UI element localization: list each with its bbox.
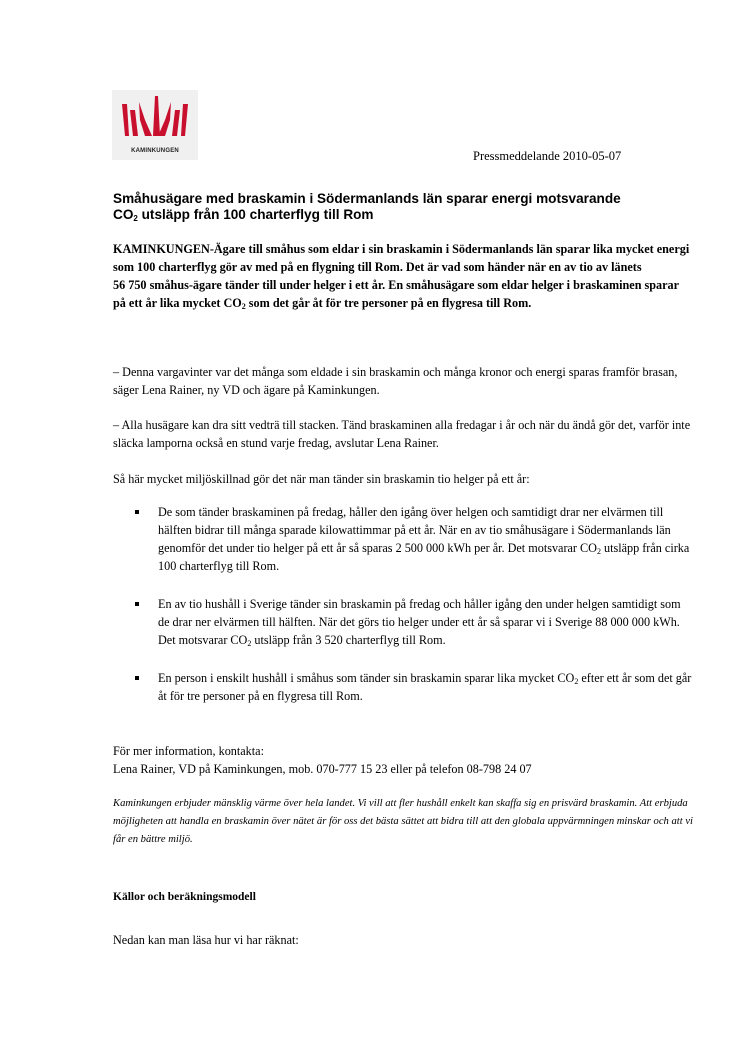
bullet-icon <box>135 602 139 606</box>
quote-paragraph-2: – Alla husägare kan dra sitt vedträ till stacken. Tänd braskaminen alla fredagar i år och när du ändå gör det, varför inte släcka lamporna också en stund varje fredag, avslutar Lena Rainer. <box>113 418 691 450</box>
quote-paragraph-1: – Denna vargavinter var det många som eldade i sin braskamin och många kronor och energi sparas framför brasan, säger Lena Rainer, ny VD och ägare på Kaminkungen. <box>113 365 678 397</box>
list-item: En person i enskilt hushåll i småhus som tänder sin braskamin sparar lika mycket $CO_2$ efter ett år som det går åt för tre personer på en flygresa till Rom. <box>113 669 693 705</box>
logo-wordmark: KAMINKUNGEN <box>131 148 179 154</box>
ingress <box>113 240 693 312</box>
bullet-icon <box>135 676 139 680</box>
contact-details: Lena Rainer, VD på Kaminkungen, mob. 070-777 15 23 eller på telefon 08-798 24 07 <box>113 762 532 776</box>
list-item: En av tio hushåll i Sverige tänder sin braskamin på fredag och håller igång den under helgen samtidigt som de drar ner elvärmen till hälften. När det görs tio helger under ett år så sparar vi i Sverige 88 000 000 kWh. Det motsvarar $CO_2$ utsläpp från 3 520 charterflyg till Rom. <box>113 595 693 649</box>
headline <box>113 191 693 223</box>
sources-heading: Källor och beräkningsmodell <box>113 891 256 903</box>
crown-icon <box>112 90 198 148</box>
ingress-paragraph-1: KAMINKUNGEN-Ägare till småhus som eldar i sin braskamin i Södermanlands län sparar lika mycket energi som 100 charterflyg gör av med på en flygning till Rom. Det är vad som händer när en av tio av länets <box>113 242 690 274</box>
intro-paragraph: Så här mycket miljöskillnad gör det när man tänder sin braskamin tio helger på ett år: <box>113 472 530 486</box>
list-item: De som tänder braskaminen på fredag, håller den igång över helgen och samtidigt drar ner elvärmen till hälften bidrar till många sparade kilowattimmar på ett år. När en av tio småhusägare i Södermanlands län genomför det under tio helger på ett år så sparas 2 500 000 kWh per år. Det motsvarar $CO_2$ utsläpp från cirka 100 charterflyg till Rom. <box>113 503 693 575</box>
bullet-icon <box>135 510 139 514</box>
ingress-paragraph-2: 56 750 småhus-ägare tänder till under helger i ett år. En småhusägare som eldar helger i braskaminen sparar på ett år lika mycket $CO_2$ som det går åt för tre personer på en flygresa till Rom. <box>113 278 679 311</box>
contact-info <box>113 742 693 778</box>
contact-heading: För mer information, kontakta: <box>113 744 264 758</box>
headline-line-1: Småhusägare med braskamin i Södermanlands län sparar energi motsvarande <box>113 191 621 206</box>
sources-text: Nedan kan man läsa hur vi har räknat: <box>113 933 299 947</box>
press-release-date: Pressmeddelande 2010-05-07 <box>473 149 622 163</box>
company-logo <box>112 90 198 160</box>
about-company: Kaminkungen erbjuder mänsklig värme över hela landet. Vi vill att fler hushåll enkelt kan skaffa sig en prisvärd braskamin. Att erbjuda möjligheten att handla en braskamin över nätet är för oss det bästa sättet att bidra till att den globala uppvärmningen minskar och att vi får en bättre miljö. <box>113 798 693 845</box>
bullet-list <box>113 503 693 725</box>
headline-line-2: $CO_2$ utsläpp från 100 charterflyg till Rom <box>113 207 374 223</box>
